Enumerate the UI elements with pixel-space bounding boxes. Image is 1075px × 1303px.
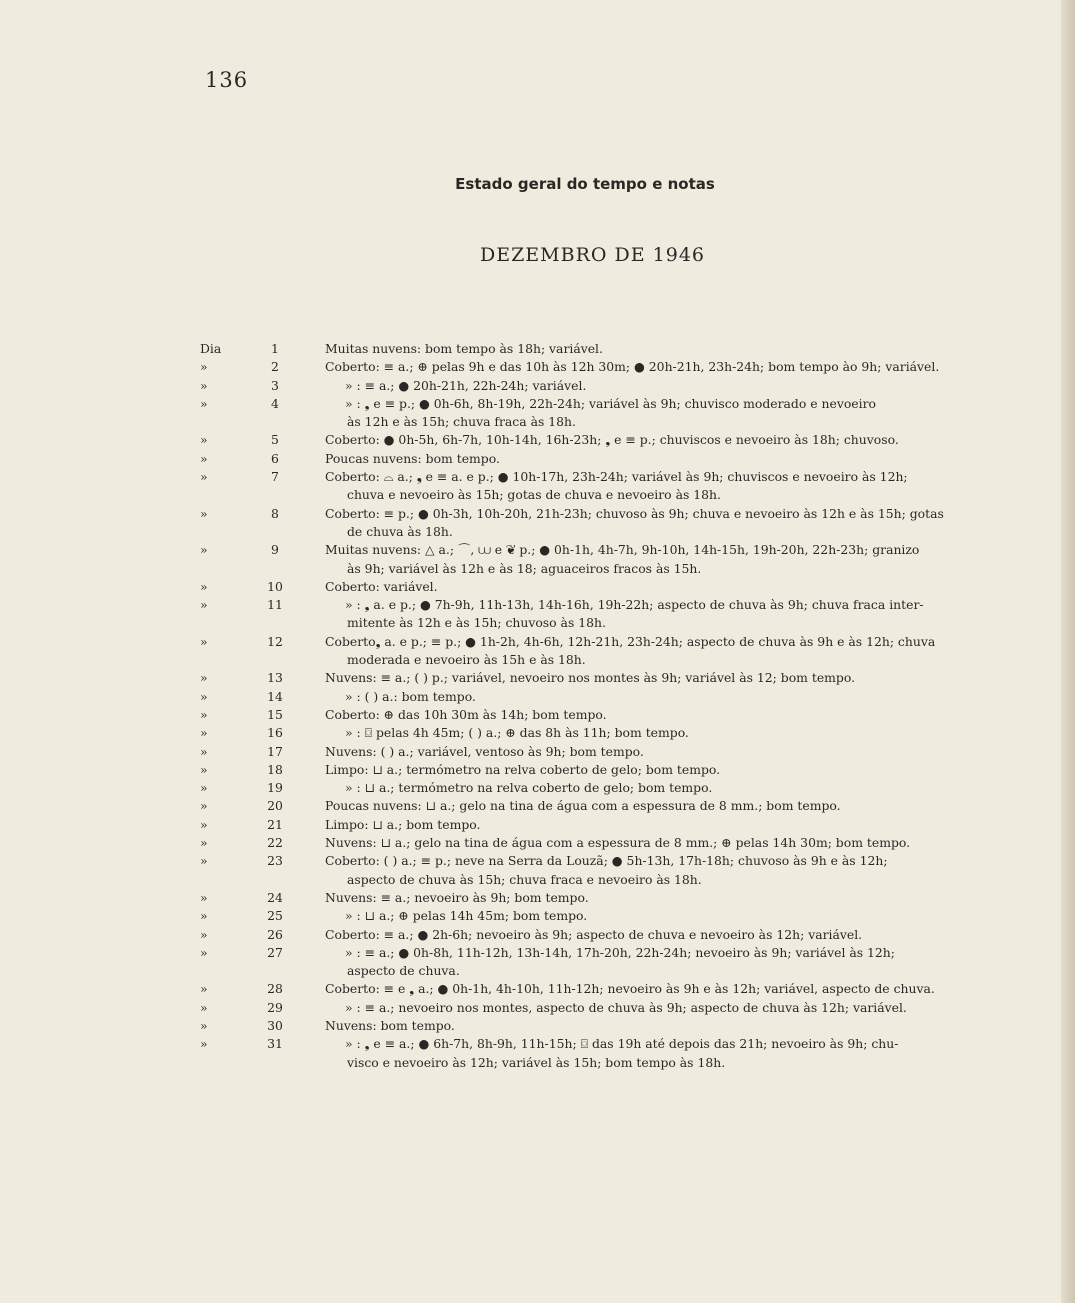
day-description (325, 1035, 990, 1072)
day-entry (200, 541, 990, 578)
day-prefix: » (200, 835, 208, 851)
page-gutter-shadow (1061, 0, 1075, 1303)
day-entry (200, 743, 990, 761)
description-line: Coberto: ≡ e ❟ a.; ● 0h-1h, 4h-10h, 11h-12h; nevoeiro às 9h e às 12h; variável, aspecto de chuva. (325, 981, 935, 997)
day-description (325, 889, 990, 907)
day-description (325, 834, 990, 852)
day-number: 17 (267, 743, 283, 759)
day-entry (200, 395, 990, 432)
day-prefix: » (200, 761, 208, 777)
day-entry (200, 706, 990, 724)
day-description (325, 340, 990, 358)
day-prefix: » (200, 926, 208, 942)
day-prefix: » (200, 469, 208, 485)
description-line: Coberto: ≡ p.; ● 0h-3h, 10h-20h, 21h-23h; chuvoso às 9h; chuva e nevoeiro às 12h e às 15h; gotas (325, 505, 944, 521)
day-description (325, 926, 990, 944)
day-prefix: » (200, 578, 208, 594)
day-entry (200, 377, 990, 395)
day-number: 18 (267, 761, 283, 777)
day-entry (200, 816, 990, 834)
day-description (325, 541, 990, 578)
day-prefix: Dia (200, 341, 222, 356)
description-line: Coberto: ≡ a.; ● 2h-6h; nevoeiro às 9h; aspecto de chuva e nevoeiro às 12h; variável. (325, 926, 863, 942)
day-number: 22 (267, 835, 283, 851)
day-number: 30 (267, 1017, 283, 1033)
day-number: 21 (267, 816, 283, 832)
day-number: 5 (271, 432, 279, 448)
description-line: » : ⊔ a.; ⊕ pelas 14h 45m; bom tempo. (345, 908, 588, 924)
description-line: chuva e nevoeiro às 15h; gotas de chuva e nevoeiro às 18h. (347, 487, 721, 503)
day-prefix: » (200, 359, 208, 375)
day-entry (200, 505, 990, 542)
day-prefix: » (200, 670, 208, 686)
day-entry (200, 596, 990, 633)
day-number: 12 (267, 633, 283, 649)
day-description (325, 944, 990, 981)
day-description (325, 999, 990, 1017)
description-line: Coberto: ⌓ a.; ❟ e ≡ a. e p.; ● 10h-17h, 23h-24h; variável às 9h; chuviscos e nevoeiro às 12h; (325, 469, 908, 485)
day-description (325, 779, 990, 797)
day-entry (200, 926, 990, 944)
day-prefix: » (200, 780, 208, 796)
day-number: 8 (271, 505, 279, 521)
day-prefix: » (200, 743, 208, 759)
day-entry (200, 724, 990, 742)
description-line: Muitas nuvens: bom tempo às 18h; variável. (325, 341, 603, 356)
day-entry (200, 834, 990, 852)
page-number: 136 (205, 68, 249, 92)
day-prefix: » (200, 505, 208, 521)
description-line: Limpo: ⊔ a.; bom tempo. (325, 816, 481, 832)
day-prefix: » (200, 853, 208, 869)
day-prefix: » (200, 377, 208, 393)
description-line: de chuva às 18h. (347, 523, 453, 539)
month-title: DEZEMBRO DE 1946 (479, 244, 705, 266)
day-prefix: » (200, 725, 208, 741)
description-line: » : ( ) a.: bom tempo. (345, 688, 476, 704)
day-description (325, 505, 990, 542)
day-prefix: » (200, 542, 208, 558)
day-entry (200, 468, 990, 505)
day-number: 14 (267, 688, 283, 704)
description-line: Nuvens: ( ) a.; variável, ventoso às 9h; bom tempo. (325, 743, 644, 759)
description-line: moderada e nevoeiro às 15h e às 18h. (347, 652, 586, 668)
description-line: Muitas nuvens: △ a.; ⌒, ⩊ e ❦ p.; ● 0h-1h, 4h-7h, 9h-10h, 14h-15h, 19h-20h, 22h-23h; granizo (325, 542, 920, 558)
day-entry (200, 980, 990, 998)
day-number: 19 (267, 780, 283, 796)
description-line: Coberto: variável. (325, 578, 438, 594)
day-number: 9 (271, 542, 279, 558)
description-line: » : ⌼ pelas 4h 45m; ( ) a.; ⊕ das 8h às 11h; bom tempo. (345, 725, 689, 741)
day-description (325, 468, 990, 505)
day-entry (200, 688, 990, 706)
day-prefix: » (200, 981, 208, 997)
description-line: às 9h; variável às 12h e às 18; aguaceiros fracos às 15h. (347, 560, 702, 576)
description-line: Poucas nuvens: bom tempo. (325, 450, 500, 466)
description-line: às 12h e às 15h; chuva fraca às 18h. (347, 414, 576, 430)
description-line: Coberto: ⊕ das 10h 30m às 14h; bom tempo. (325, 706, 607, 722)
day-description (325, 743, 990, 761)
day-entry (200, 889, 990, 907)
day-number: 28 (267, 981, 283, 997)
day-description (325, 1017, 990, 1035)
day-prefix: » (200, 395, 208, 411)
section-heading: Estado geral do tempo e notas (455, 175, 715, 193)
day-description (325, 395, 990, 432)
day-description (325, 724, 990, 742)
day-prefix: » (200, 633, 208, 649)
day-entry (200, 1017, 990, 1035)
description-line: » : ❟ a. e p.; ● 7h-9h, 11h-13h, 14h-16h, 19h-22h; aspecto de chuva às 9h; chuva fraca inter- (345, 597, 924, 613)
description-line: Coberto: ≡ a.; ⊕ pelas 9h e das 10h às 12h 30m; ● 20h-21h, 23h-24h; bom tempo ào 9h; variável. (325, 359, 940, 375)
day-number: 3 (271, 377, 279, 393)
day-entry (200, 431, 990, 449)
day-number: 15 (267, 706, 283, 722)
day-description (325, 377, 990, 395)
day-number: 27 (267, 944, 283, 960)
day-description (325, 431, 990, 449)
day-number: 20 (267, 798, 283, 814)
description-line: Nuvens: bom tempo. (325, 1017, 455, 1033)
description-line: » : ≡ a.; ● 20h-21h, 22h-24h; variável. (345, 377, 587, 393)
description-line: Nuvens: ≡ a.; ( ) p.; variável, nevoeiro nos montes às 9h; variável às 12; bom tempo. (325, 670, 856, 686)
description-line: Limpo: ⊔ a.; termómetro na relva coberto de gelo; bom tempo. (325, 761, 721, 777)
day-number: 25 (267, 908, 283, 924)
day-prefix: » (200, 944, 208, 960)
description-line: » : ≡ a.; ● 0h-8h, 11h-12h, 13h-14h, 17h-20h, 22h-24h; nevoeiro às 9h; variável às 12h; (345, 944, 895, 960)
description-line: aspecto de chuva. (347, 963, 460, 979)
day-description (325, 688, 990, 706)
day-number: 11 (267, 597, 283, 613)
day-entry (200, 779, 990, 797)
day-entry (200, 340, 990, 358)
day-number: 29 (267, 999, 283, 1015)
day-entry (200, 944, 990, 981)
description-line: Coberto❟ a. e p.; ≡ p.; ● 1h-2h, 4h-6h, 12h-21h, 23h-24h; aspecto de chuva às 9h e às 12h; chuva (325, 633, 936, 649)
description-line: » : ⊔ a.; termómetro na relva coberto de gelo; bom tempo. (345, 780, 713, 796)
description-line: aspecto de chuva às 15h; chuva fraca e nevoeiro às 18h. (347, 871, 702, 887)
day-description (325, 578, 990, 596)
day-prefix: » (200, 450, 208, 466)
day-number: 16 (267, 725, 283, 741)
day-number: 31 (267, 1036, 283, 1052)
description-line: Coberto: ( ) a.; ≡ p.; neve na Serra da Louzã; ● 5h-13h, 17h-18h; chuvoso às 9h e às 12h; (325, 853, 888, 869)
day-description (325, 816, 990, 834)
day-entry (200, 1035, 990, 1072)
day-description (325, 706, 990, 724)
day-number: 7 (271, 469, 279, 485)
description-line: visco e nevoeiro às 12h; variável às 15h; bom tempo às 18h. (347, 1054, 726, 1070)
day-entry (200, 578, 990, 596)
day-description (325, 450, 990, 468)
day-prefix: » (200, 889, 208, 905)
day-number: 4 (271, 395, 279, 411)
day-entry (200, 633, 990, 670)
day-description (325, 797, 990, 815)
day-prefix: » (200, 1036, 208, 1052)
description-line: » : ❟ e ≡ a.; ● 6h-7h, 8h-9h, 11h-15h; ⌼ das 19h até depois das 21h; nevoeiro às 9h; chu- (345, 1036, 899, 1052)
day-entry (200, 797, 990, 815)
day-entry (200, 358, 990, 376)
day-prefix: » (200, 816, 208, 832)
day-prefix: » (200, 688, 208, 704)
day-description (325, 761, 990, 779)
day-entry (200, 907, 990, 925)
day-prefix: » (200, 999, 208, 1015)
day-prefix: » (200, 706, 208, 722)
day-prefix: » (200, 432, 208, 448)
day-entry (200, 999, 990, 1017)
day-number: 24 (267, 889, 283, 905)
day-entry (200, 852, 990, 889)
day-prefix: » (200, 908, 208, 924)
description-line: Poucas nuvens: ⊔ a.; gelo na tina de água com a espessura de 8 mm.; bom tempo. (325, 798, 841, 814)
day-entry (200, 669, 990, 687)
day-description (325, 633, 990, 670)
day-number: 2 (271, 359, 279, 375)
day-number: 10 (267, 578, 283, 594)
description-line: » : ≡ a.; nevoeiro nos montes, aspecto de chuva às 9h; aspecto de chuva às 12h; variável. (345, 999, 907, 1015)
day-prefix: » (200, 597, 208, 613)
day-description (325, 980, 990, 998)
day-number: 13 (267, 670, 283, 686)
day-description (325, 669, 990, 687)
day-description (325, 596, 990, 633)
day-description (325, 358, 990, 376)
description-line: Nuvens: ≡ a.; nevoeiro às 9h; bom tempo. (325, 889, 589, 905)
description-line: Nuvens: ⊔ a.; gelo na tina de água com a espessura de 8 mm.; ⊕ pelas 14h 30m; bom tempo. (325, 835, 911, 851)
day-description (325, 852, 990, 889)
day-prefix: » (200, 798, 208, 814)
day-entry (200, 761, 990, 779)
day-number: 26 (267, 926, 283, 942)
day-entry (200, 450, 990, 468)
description-line: mitente às 12h e às 15h; chuvoso às 18h. (347, 615, 606, 631)
daily-entries-list (200, 340, 990, 1072)
description-line: Coberto: ● 0h-5h, 6h-7h, 10h-14h, 16h-23h; ❟ e ≡ p.; chuviscos e nevoeiro às 18h; chuvoso. (325, 432, 899, 448)
description-line: » : ❟ e ≡ p.; ● 0h-6h, 8h-19h, 22h-24h; variável às 9h; chuvisco moderado e nevoeiro (345, 395, 876, 411)
day-description (325, 907, 990, 925)
day-number: 23 (267, 853, 283, 869)
day-number: 1 (271, 341, 279, 356)
day-number: 6 (271, 450, 279, 466)
day-prefix: » (200, 1017, 208, 1033)
